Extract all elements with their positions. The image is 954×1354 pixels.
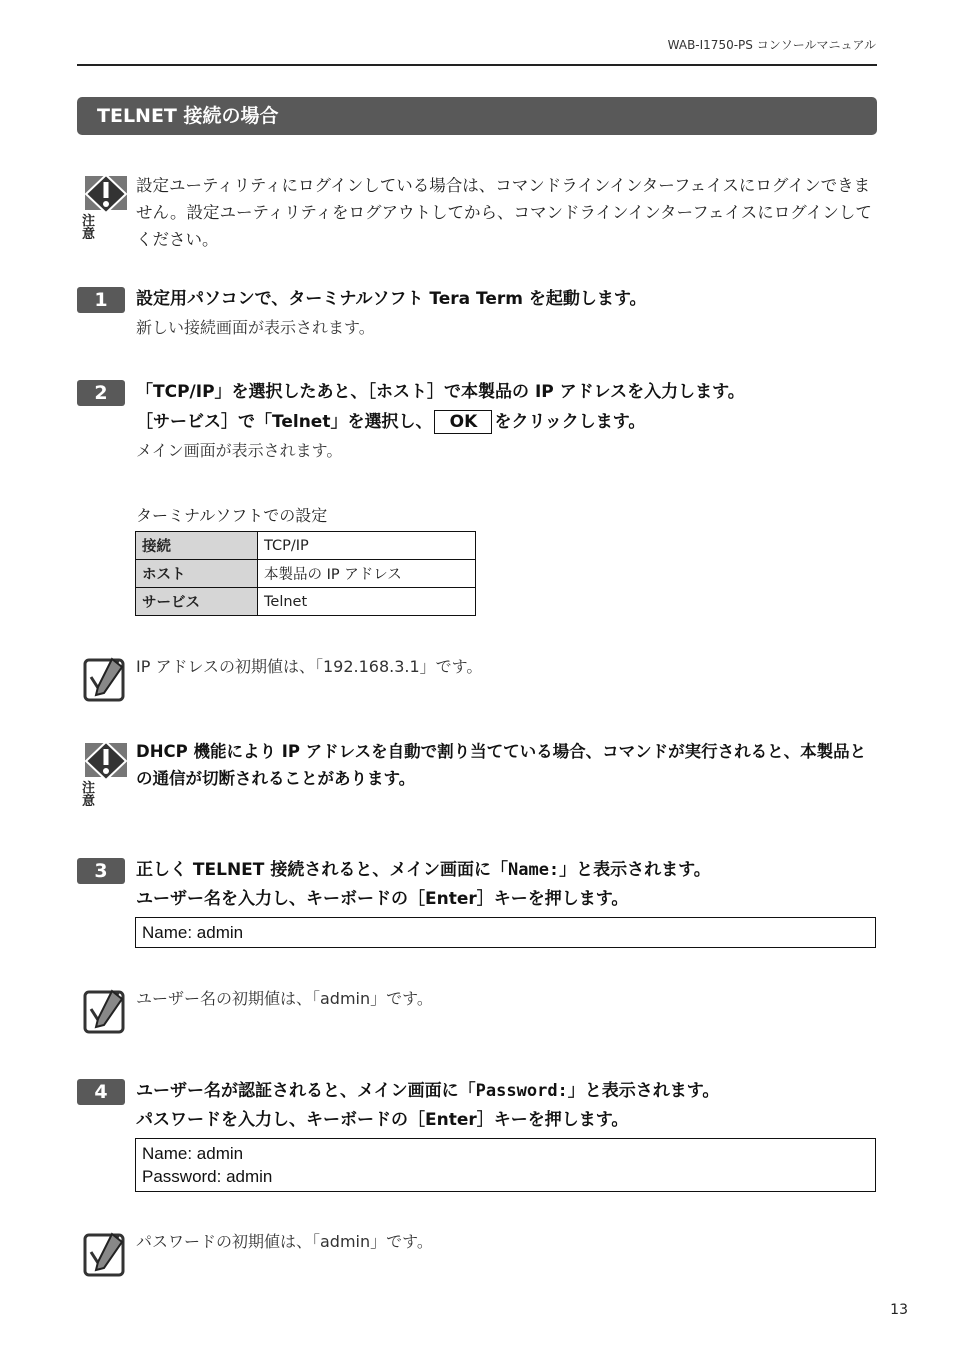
note-text: ユーザー名の初期値は、「admin」です。 xyxy=(136,989,433,1008)
step-1-instruction: 設定用パソコンで、ターミナルソフト Tera Term を起動します。 xyxy=(136,289,647,309)
note-pencil-icon xyxy=(82,987,130,1037)
note-text: IP アドレスの初期値は、「192.168.3.1」です。 xyxy=(136,657,483,676)
caution-label: 注 意 xyxy=(82,214,110,242)
step-3-code: Name: xyxy=(507,860,560,880)
step-2-instruction-2-post: をクリックします。 xyxy=(494,412,646,432)
step-3-instruction-2: ユーザー名を入力し、キーボードの［Enter］キーを押します。 xyxy=(136,889,629,909)
section-title: TELNET 接続の場合 xyxy=(77,97,877,135)
step-4-instruction-1-post: 」と表示されます。 xyxy=(567,1081,720,1101)
caution-label: 注 意 xyxy=(82,781,110,809)
step-1-badge: 1 xyxy=(77,287,125,313)
table-value: TCP/IP xyxy=(258,532,476,560)
step-2-badge: 2 xyxy=(77,380,125,406)
console-box xyxy=(135,917,876,948)
table-key: ホスト xyxy=(136,560,258,588)
console-line: Password: admin xyxy=(142,1167,273,1186)
console-line: Name: admin xyxy=(142,923,244,942)
table-key: サービス xyxy=(136,588,258,616)
settings-table-caption: ターミナルソフトでの設定 xyxy=(136,506,328,525)
caution-icon xyxy=(82,173,130,242)
step-4-code: Password: xyxy=(475,1081,568,1101)
step-2-instruction-2-pre: ［サービス］で「Telnet」を選択し、 xyxy=(136,412,433,432)
table-value: 本製品の IP アドレス xyxy=(258,560,476,588)
console-box xyxy=(135,1138,876,1192)
caution-icon xyxy=(82,740,130,809)
step-4-badge: 4 xyxy=(77,1079,125,1105)
document-title: WAB-I1750-PS コンソールマニュアル xyxy=(667,38,876,52)
table-row xyxy=(136,532,476,560)
settings-table xyxy=(135,531,476,616)
step-3-instruction-1 xyxy=(136,856,711,885)
page-number: 13 xyxy=(890,1302,908,1318)
header-divider xyxy=(77,64,877,66)
ok-button: OK xyxy=(434,410,492,434)
table-row xyxy=(136,588,476,616)
step-4-instruction-1 xyxy=(136,1077,719,1106)
table-key: 接続 xyxy=(136,532,258,560)
step-2-instruction-2 xyxy=(136,408,645,437)
step-2-result: メイン画面が表示されます。 xyxy=(136,441,343,460)
note-text: パスワードの初期値は、「admin」です。 xyxy=(136,1232,433,1251)
step-2-instruction-1: 「TCP/IP」を選択したあと、［ホスト］で本製品の IP アドレスを入力します。 xyxy=(136,382,745,402)
step-3-badge: 3 xyxy=(77,858,125,884)
note-pencil-icon xyxy=(82,655,130,705)
caution-text: DHCP 機能により IP アドレスを自動で割り当てている場合、コマンドが実行されると、本製品との通信が切断されることがあります。 xyxy=(136,742,867,788)
step-3-instruction-1-post: 」と表示されます。 xyxy=(559,860,711,880)
step-4-instruction-1-pre: ユーザー名が認証されると、メイン画面に「 xyxy=(136,1081,476,1101)
table-row xyxy=(136,560,476,588)
table-value: Telnet xyxy=(258,588,476,616)
step-1-result: 新しい接続画面が表示されます。 xyxy=(136,318,375,337)
step-3-instruction-1-pre: 正しく TELNET 接続されると、メイン画面に「 xyxy=(136,860,508,880)
caution-text: 設定ユーティリティにログインしている場合は、コマンドラインインターフェイスにログインできません。設定ユーティリティをログアウトしてから、コマンドラインインターフェイスにログインしてください。 xyxy=(136,176,872,249)
note-pencil-icon xyxy=(82,1230,130,1280)
step-4-instruction-2: パスワードを入力し、キーボードの［Enter］キーを押します。 xyxy=(136,1110,629,1130)
console-line: Name: admin xyxy=(142,1144,244,1163)
